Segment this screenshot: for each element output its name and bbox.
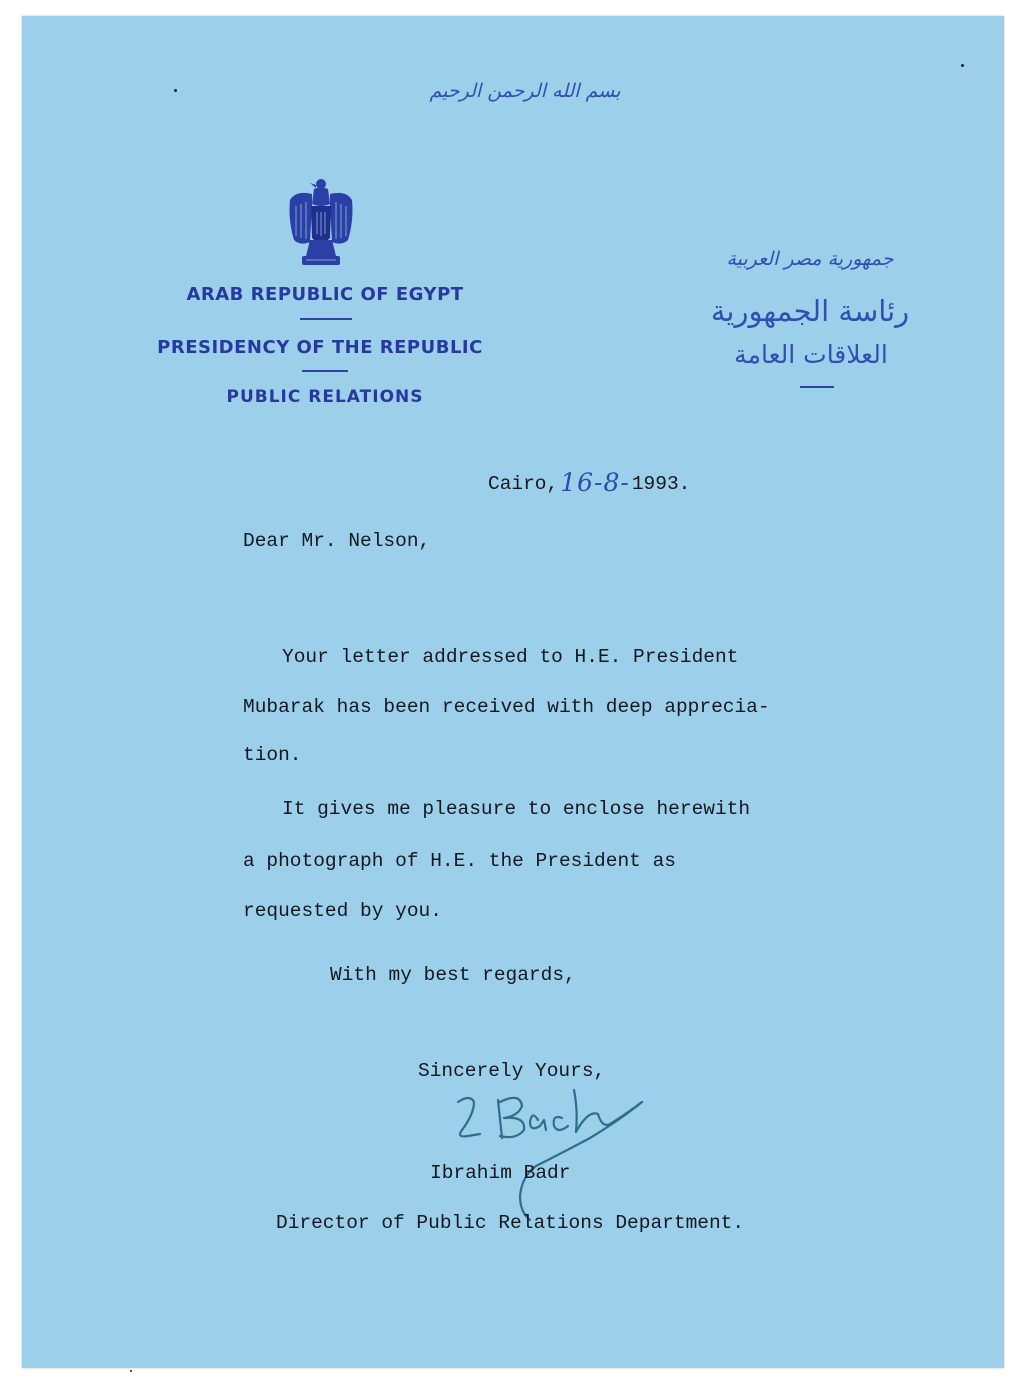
body-line: tion.	[243, 744, 302, 766]
letterhead-department: PUBLIC RELATIONS	[226, 387, 424, 407]
body-line: Mubarak has been received with deep apprecia-	[243, 696, 770, 718]
date-city: Cairo,	[488, 473, 559, 495]
body-line: requested by you.	[243, 900, 442, 922]
closing-sign-off: Sincerely Yours,	[418, 1060, 606, 1082]
signatory-name: Ibrahim Badr	[430, 1162, 571, 1184]
letterhead-divider	[300, 318, 352, 320]
date-handwritten: 16-8-	[560, 468, 630, 497]
salutation: Dear Mr. Nelson,	[243, 530, 431, 552]
letterhead-country: ARAB REPUBLIC OF EGYPT	[186, 284, 464, 305]
handwritten-signature	[440, 1080, 660, 1230]
paper-speck	[174, 89, 177, 92]
signatory-title: Director of Public Relations Department.	[276, 1212, 745, 1234]
paper-speck	[130, 1370, 132, 1372]
arabic-stamp-divider	[800, 386, 834, 388]
arabic-department-stamp: العلاقات العامة	[734, 340, 888, 369]
basmala-heading: بسم الله الرحمن الرحيم	[429, 80, 621, 102]
closing-regards: With my best regards,	[330, 964, 576, 986]
date-line	[488, 466, 690, 495]
letterhead-presidency: PRESIDENCY OF THE REPUBLIC	[157, 337, 483, 358]
date-year: 1993.	[631, 473, 691, 495]
body-line: It gives me pleasure to enclose herewith	[282, 798, 751, 820]
letterhead-divider	[302, 370, 348, 372]
body-line: a photograph of H.E. the President as	[243, 850, 676, 872]
eagle-emblem-icon	[286, 176, 356, 272]
arabic-presidency-stamp: رئاسة الجمهورية	[710, 294, 910, 328]
paper-speck	[961, 64, 964, 67]
body-line: Your letter addressed to H.E. President	[282, 646, 739, 668]
arabic-country-stamp: جمهورية مصر العربية	[726, 248, 894, 270]
